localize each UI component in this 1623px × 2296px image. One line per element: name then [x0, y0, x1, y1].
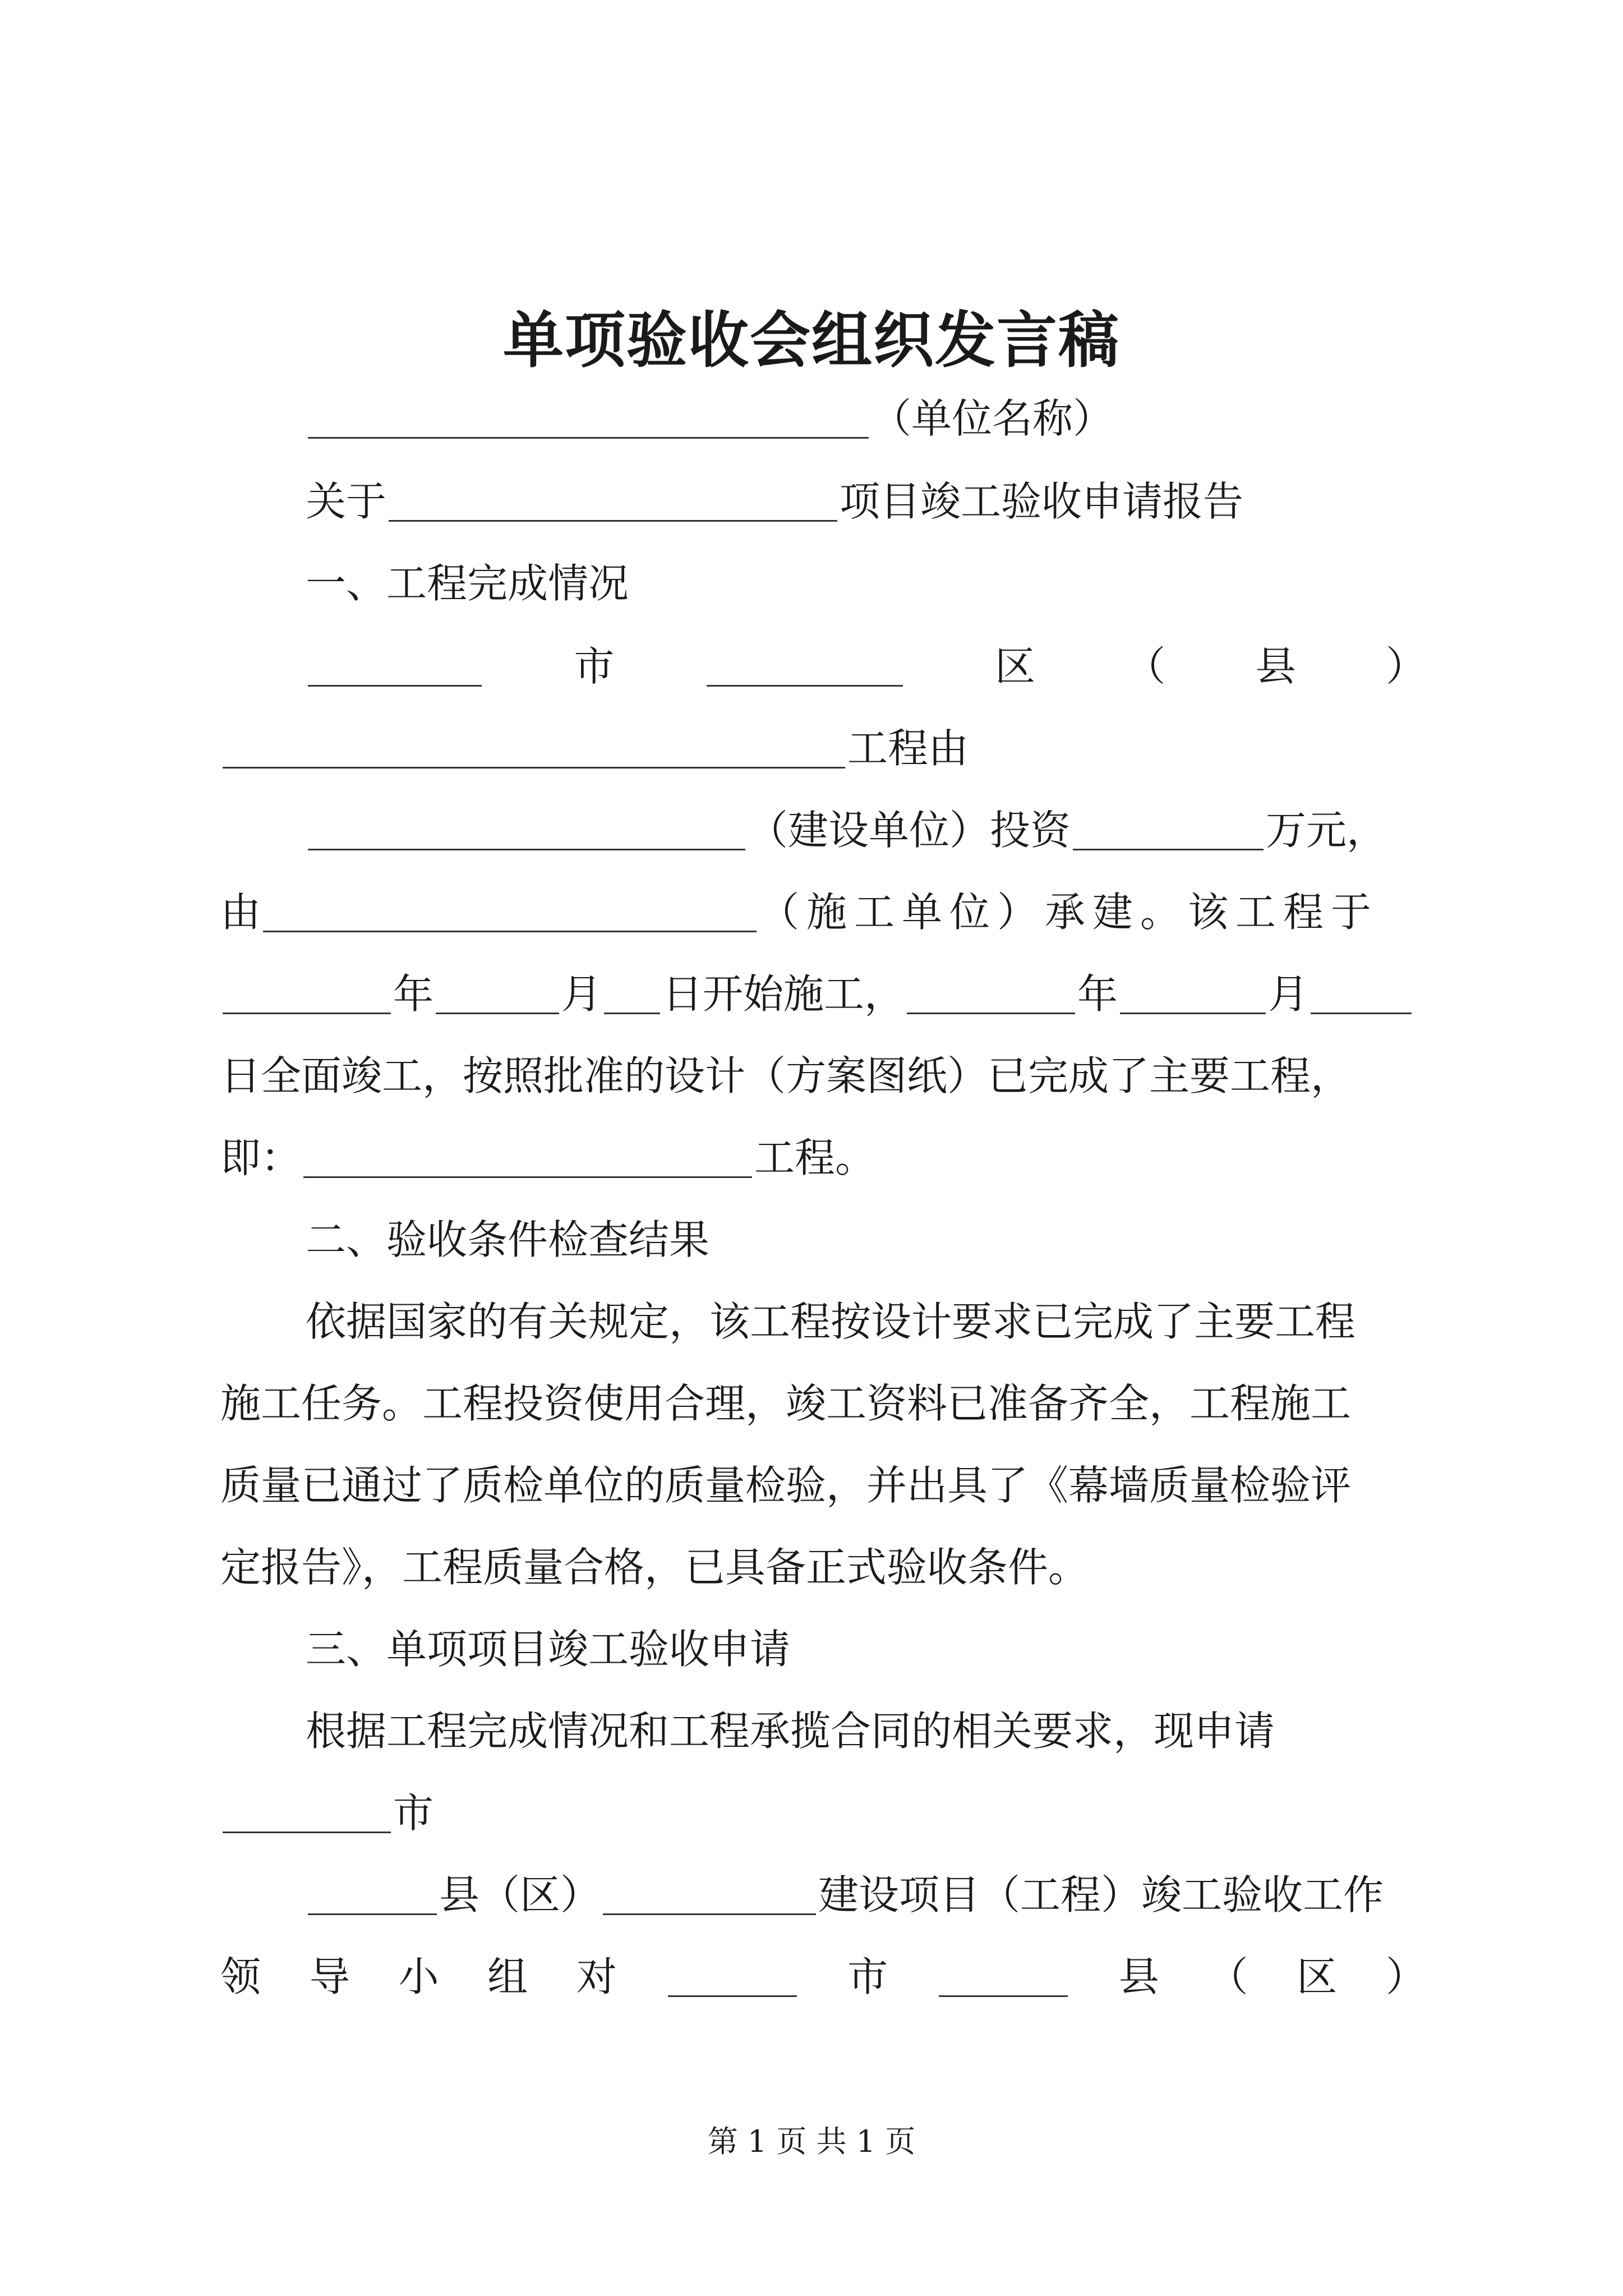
blank-field: [436, 1013, 559, 1014]
blank-field: [668, 1995, 797, 1997]
district-label: 区: [1297, 1953, 1338, 2000]
blank-field: [1073, 849, 1264, 850]
section-heading-1: 一、工程完成情况: [306, 560, 629, 607]
leader-char: 组: [487, 1953, 528, 2000]
blank-field: [907, 1013, 1075, 1014]
blank-field: [308, 685, 482, 687]
county-label: 县: [1255, 643, 1296, 690]
city-label: 市: [574, 643, 615, 690]
builder-line: [220, 878, 1426, 946]
blank-field: [603, 1913, 816, 1915]
month-label: 月: [1268, 970, 1309, 1018]
leader-char: 小: [398, 1953, 439, 2000]
investor-label: （建设单位）投资: [748, 807, 1071, 854]
county-line: [306, 1861, 1426, 1929]
leader-char: 导: [309, 1953, 350, 2000]
project-by-line: [220, 715, 1426, 782]
unit-name-line: [306, 385, 1426, 452]
paragraph-line: 施工任务。工程投资使用合理，竣工资料已准备齐全，工程施工: [220, 1380, 1352, 1427]
investor-line: [306, 797, 1426, 864]
blank-field: [223, 1832, 391, 1833]
project-end-label: 工程。: [754, 1134, 876, 1181]
build-item-label: 建设项目（工程）竣工验收工作: [818, 1871, 1384, 1918]
paragraph-line: 依据国家的有关规定，该工程按设计要求已完成了主要工程: [306, 1298, 1356, 1345]
city-label: 市: [847, 1953, 888, 2000]
leader-char: 领: [220, 1953, 261, 2000]
blank-field: [303, 1176, 752, 1178]
paren-close: ）: [1385, 643, 1426, 690]
blank-field: [308, 437, 869, 439]
paren-open: （: [1207, 1953, 1248, 2000]
blank-field: [1120, 1013, 1266, 1014]
section-heading-3: 三、单项项目竣工验收申请: [306, 1626, 791, 1673]
blank-field: [389, 520, 837, 522]
report-title-line: [306, 468, 1426, 535]
leader-line: [220, 1943, 1426, 2010]
blank-field: [939, 1995, 1068, 1997]
blank-field: [308, 849, 745, 850]
paren-open: （: [1125, 643, 1166, 690]
about-prefix: 关于: [306, 478, 387, 525]
county-district-label: 县（区）: [439, 1871, 601, 1918]
city-line: [220, 1779, 1426, 1847]
year-label: 年: [1077, 970, 1118, 1018]
paren-close: ）: [1385, 1953, 1426, 2000]
project-by-label: 工程由: [847, 725, 969, 772]
start-label: 日开始施工，: [662, 970, 905, 1018]
paragraph-line: 质量已通过了质检单位的质量检验，并出具了《幕墙质量检验评: [220, 1462, 1352, 1509]
month-label: 月: [561, 970, 602, 1018]
builder-label: （施工单位）承建。该工程于: [759, 889, 1379, 936]
county-label: 县: [1118, 1953, 1159, 2000]
blank-field: [604, 1013, 660, 1014]
unit-name-label: （单位名称）: [871, 395, 1114, 442]
blank-field: [1311, 1013, 1412, 1014]
district-label: 区: [994, 643, 1035, 690]
document-title: 单项验收会组织发言稿: [502, 305, 1120, 376]
city-label: 市: [393, 1789, 434, 1837]
page-footer: 第 1 页 共 1 页: [707, 2124, 916, 2159]
section-heading-2: 二、验收条件检查结果: [306, 1216, 710, 1263]
paragraph-line: 根据工程完成情况和工程承揽合同的相关要求，现申请: [306, 1708, 1275, 1755]
location-line: [306, 633, 1426, 700]
dates-line: [220, 960, 1426, 1028]
you-label: 由: [220, 889, 261, 936]
wan-yuan-label: 万元，: [1266, 807, 1387, 854]
blank-field: [308, 1913, 437, 1915]
blank-field: [223, 767, 845, 769]
paragraph-line: 定报告》，工程质量合格，已具备正式验收条件。: [220, 1544, 1089, 1591]
blank-field: [263, 931, 757, 932]
completion-line: 日全面竣工，按照批准的设计（方案图纸）已完成了主要工程，: [220, 1052, 1352, 1099]
blank-field: [707, 685, 903, 687]
about-suffix: 项目竣工验收申请报告: [840, 478, 1244, 525]
namely-label: 即：: [220, 1134, 302, 1181]
leader-char: 对: [576, 1953, 617, 2000]
namely-line: [220, 1124, 1426, 1191]
year-label: 年: [393, 970, 434, 1018]
blank-field: [223, 1013, 391, 1014]
